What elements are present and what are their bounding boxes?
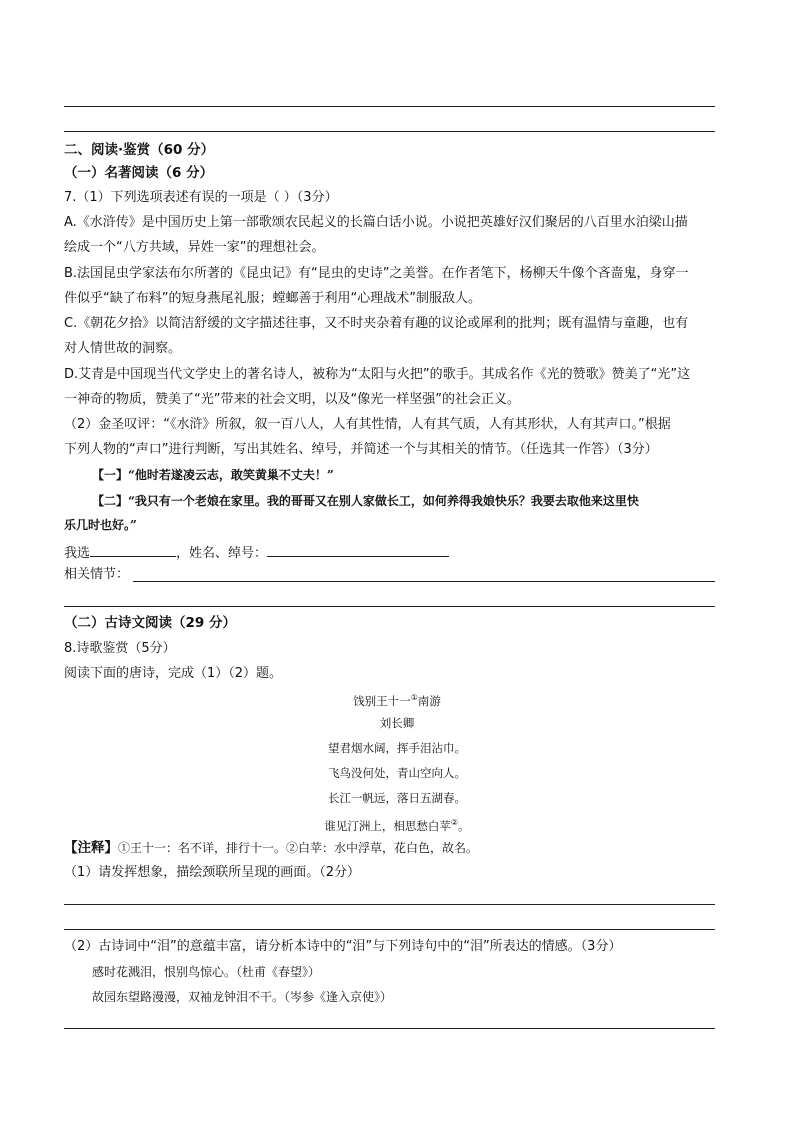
option-a-line2: 绘成一个“八方共域，异姓一家”的理想社会。: [64, 240, 325, 255]
option-b-line1: B.法国昆虫学家法布尔所著的《昆虫记》有“昆虫的史诗”之美誉。在作者笔下，杨柳天牛像个吝啬鬼，身穿一: [64, 266, 689, 281]
answer-line[interactable]: [64, 904, 715, 905]
poem-line-4-text: 谁见汀洲上，相思愁白苹: [324, 818, 451, 833]
poem-author: 刘长卿: [379, 716, 415, 730]
poem-notes: [64, 839, 734, 858]
answer-line[interactable]: [64, 1028, 715, 1029]
option-c-line1: C.《朝花夕拾》以简洁舒缓的文字描述往事，又不时夹杂着有趣的议论或犀利的批判；既有温情与童趣，也有: [64, 316, 689, 331]
footnote-marker-1: ①: [410, 693, 418, 702]
choose-label: 我选: [64, 546, 91, 561]
notes-text: ①王十一：名不详，排行十一。②白苹：水中浮草，花白色，故名。: [118, 841, 479, 855]
poem-line-4-end: 。: [458, 818, 470, 833]
q8-part1: （1）请发挥想象，描绘颈联所呈现的画面。（2分）: [64, 865, 361, 880]
plot-label: 相关情节：: [64, 567, 130, 582]
poem-title-end: 南游: [417, 693, 441, 708]
quote-one: 【一】“他时若遂凌云志，敢笑黄巢不丈夫！”: [92, 468, 334, 482]
answer-line: [64, 106, 715, 107]
q8-instruction: 阅读下面的唐诗，完成（1）（2）题。: [64, 666, 283, 681]
answer-line: [64, 131, 715, 132]
q8-title: 8.诗歌鉴赏（5分）: [64, 641, 176, 656]
plot-blank[interactable]: [133, 581, 715, 582]
notes-label: 【注释】: [64, 840, 118, 856]
poem-title: [0, 690, 794, 709]
section-title: 二、阅读·鉴赏（60 分）: [64, 142, 215, 158]
poem-line-1: 望君烟水阔，挥手泪沾巾。: [328, 741, 466, 755]
answer-line: [64, 606, 715, 607]
poem-line-3: 长江一帆远，落日五湖春。: [328, 791, 466, 805]
q7-part2-line1: （2）金圣叹评：“《水浒》所叙，叙一百八人，人有其性情，人有其气质，人有其形状，人有其声口。”根据: [64, 417, 671, 432]
choice-row: [64, 542, 734, 563]
quote-two-line1: 【二】“我只有一个老娘在家里。我的哥哥又在别人家做长工，如何养得我娘快乐？我要去取他来这里快: [92, 494, 639, 508]
option-b-line2: 件似乎“缺了布料”的短身燕尾礼服；螳螂善于利用“心理战术”制服敌人。: [64, 291, 481, 306]
poem-line-4: [0, 815, 794, 834]
footnote-marker-2: ②: [450, 818, 459, 827]
option-d-line1: D.艾青是中国现当代文学史上的著名诗人，被称为“太阳与火把”的歌手。其成名作《光的赞歌》赞美了“光”这: [64, 367, 691, 382]
poem-line-2: 飞鸟没何处，青山空向人。: [328, 766, 466, 780]
option-d-line2: 一神奇的物质，赞美了“光”带来的社会文明，以及“像光一样坚强”的社会正义。: [64, 392, 520, 407]
poem-title-text: 饯别王十一: [353, 693, 411, 708]
name-blank[interactable]: [267, 542, 449, 557]
q8-part2: （2）古诗词中“泪”的意蕴丰富，请分析本诗中的“泪”与下列诗句中的“泪”所表达的情感。（3分）: [64, 939, 622, 954]
q7-stem: 7.（1）下列选项表述有误的一项是（ ）（3分）: [64, 190, 338, 205]
citation-1: 感时花溅泪，恨别鸟惊心。（杜甫《春望》）: [92, 965, 321, 979]
subsection-title-poetry: （二）古诗文阅读（29 分）: [64, 615, 236, 631]
option-c-line2: 对人情世故的洞察。: [64, 341, 182, 356]
choice-blank[interactable]: [90, 542, 176, 557]
q7-part2-line2: 下列人物的“声口”进行判断，写出其姓名、绰号，并简述一个与其相关的情节。（任选其一作答）（3分）: [64, 442, 658, 457]
option-a-line1: A.《水浒传》是中国历史上第一部歌颂农民起义的长篇白话小说。小说把英雄好汉们聚居的八百里水泊梁山描: [64, 215, 688, 230]
answer-line[interactable]: [64, 929, 715, 930]
subsection-title-classics: （一）名著阅读（6 分）: [64, 165, 214, 181]
quote-two-line2: 乐几时也好。”: [64, 518, 137, 532]
citation-2: 故园东望路漫漫，双袖龙钟泪不干。（岑参《逢入京使》）: [92, 990, 393, 1004]
name-label: ，姓名、绰号：: [176, 546, 268, 561]
